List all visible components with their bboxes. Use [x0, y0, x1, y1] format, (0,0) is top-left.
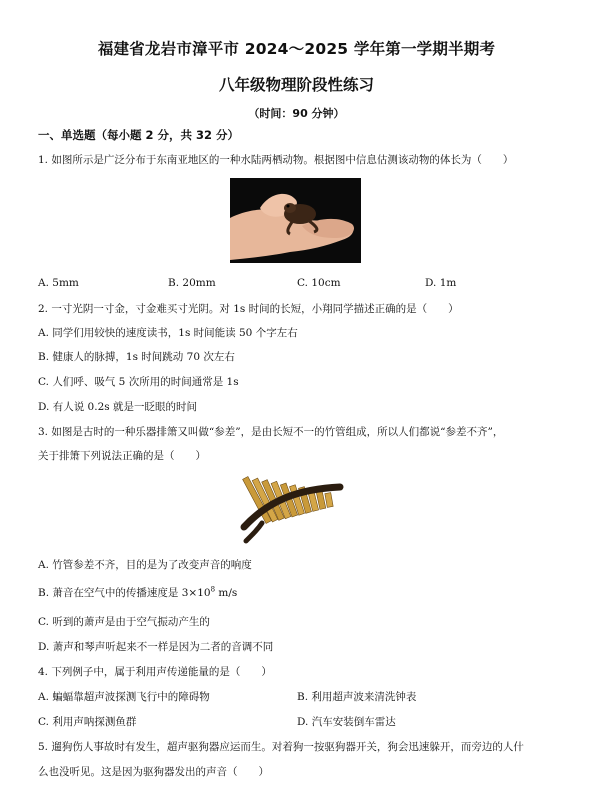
question-2-option-c: C. 人们呼、吸气 5 次所用的时间通常是 1s: [38, 376, 239, 388]
question-3-option-b-text: B. 萧音在空气中的传播速度是 3×10: [38, 587, 211, 599]
question-1-option-c: C. 10cm: [297, 277, 341, 289]
section-heading: 一、单选题（每小题 2 分，共 32 分）: [38, 128, 240, 142]
question-5-stem-line-2: 么也没听见。这是因为驱狗器发出的声音（ ）: [38, 766, 269, 778]
frog-on-hand-image: [230, 178, 361, 263]
frog-illustration: [230, 178, 361, 263]
question-4-option-a: A. 蝙蝠靠超声波探测飞行中的障碍物: [38, 691, 210, 703]
question-1-option-a: A. 5mm: [38, 277, 79, 289]
question-3-option-b-unit: m/s: [215, 587, 238, 599]
panpipe-image: [240, 469, 350, 549]
question-3-option-d: D. 萧声和琴声听起来不一样是因为二者的音调不同: [38, 641, 274, 653]
question-2-stem: 2. 一寸光阴一寸金，寸金难买寸光阴。对 1s 时间的长短，小翔同学描述正确的是（ ）: [38, 303, 459, 315]
question-3-stem-line-2: 关于排箫下列说法正确的是（ ）: [38, 450, 206, 462]
question-1-option-b: B. 20mm: [168, 277, 216, 289]
question-1-option-d: D. 1m: [425, 277, 457, 289]
exam-duration: （时间：90 分钟）: [248, 107, 345, 120]
question-4-option-b: B. 利用超声波来清洗钟表: [297, 691, 417, 703]
question-3-option-a: A. 竹管参差不齐，目的是为了改变声音的响度: [38, 559, 252, 571]
document-subtitle: 八年级物理阶段性练习: [218, 76, 374, 94]
question-3-option-b-exponent: 8: [210, 585, 216, 594]
question-4-stem: 4. 下列例子中，属于利用声传递能量的是（ ）: [38, 666, 272, 678]
question-5-stem-line-1: 5. 遛狗伤人事故时有发生，超声驱狗器应运而生。对着狗一按驱狗器开关，狗会迅速躲开，而旁边的人什: [38, 741, 524, 753]
question-4-option-c: C. 利用声呐探测鱼群: [38, 716, 137, 728]
question-4-option-d: D. 汽车安装倒车雷达: [297, 716, 396, 728]
question-2-option-d: D. 有人说 0.2s 就是一眨眼的时间: [38, 401, 197, 413]
question-1-stem: 1. 如图所示是广泛分布于东南亚地区的一种水陆两栖动物。根据图中信息估测该动物的体长为（ ）: [38, 154, 514, 166]
question-2-option-a: A. 同学们用较快的速度读书，1s 时间能读 50 个字左右: [38, 327, 298, 339]
question-2-option-b: B. 健康人的脉搏，1s 时间跳动 70 次左右: [38, 351, 235, 363]
document-title: 福建省龙岩市漳平市 2024～2025 学年第一学期半期考: [97, 40, 496, 58]
question-3-option-c: C. 听到的萧声是由于空气振动产生的: [38, 616, 210, 628]
panpipe-illustration: [240, 469, 350, 549]
question-3-stem-line-1: 3. 如图是古时的一种乐器排箫又叫做“参差”，是由长短不一的竹管组成，所以人们都说“参差不齐”，: [38, 426, 504, 438]
question-3-option-b: [38, 585, 237, 600]
